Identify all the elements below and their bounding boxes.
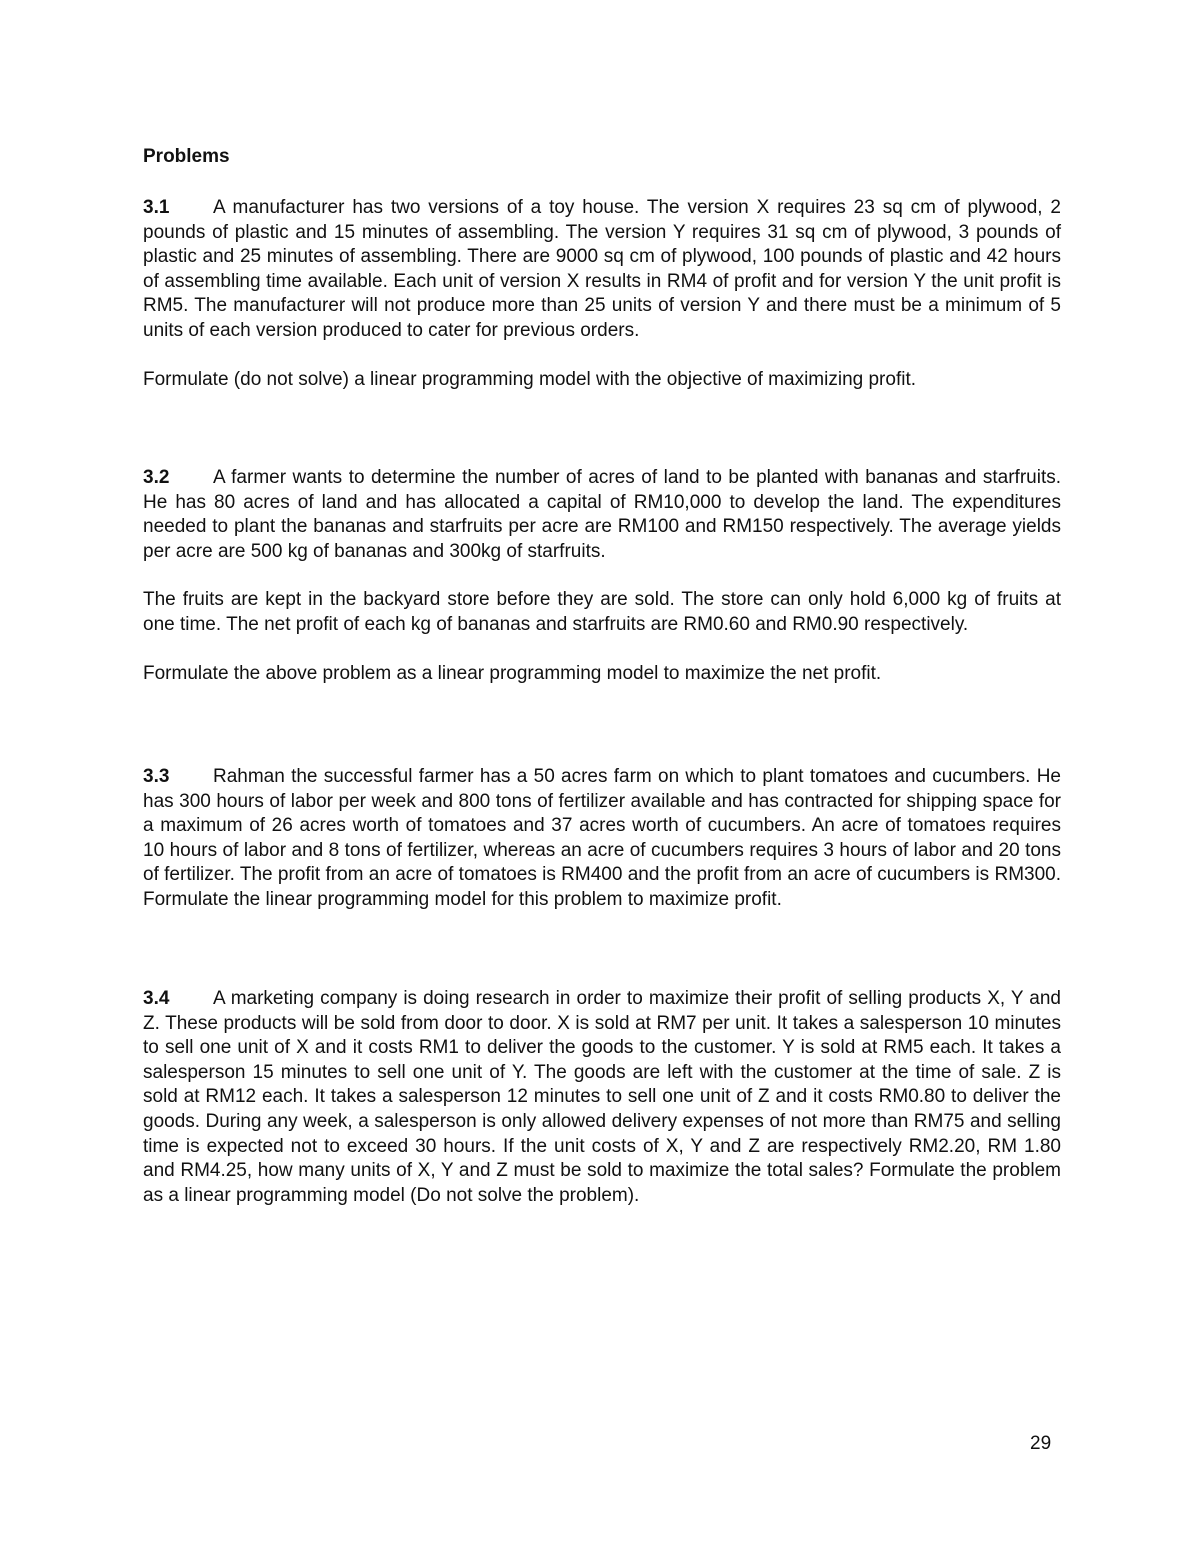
problem-text: A marketing company is doing research in order to maximize their profit of selling products X, Y and Z. These products will be sold from door to door. X is sold at RM7 per unit. It takes a salesperson 10 minutes to sell one unit of X and it costs RM1 to deliver the goods to the customer. Y is sold at RM5 each. It takes a salesperson 15 minutes to sell one unit of Y. The goods are left with the customer at the time of sale. Z is sold at RM12 each. It takes a salesperson 12 minutes to sell one unit of Z and it costs RM0.80 to deliver the goods. During any week, a salesperson is only allowed delivery expenses of not more than RM75 and selling time is expected not to exceed 30 hours. If the unit costs of X, Y and Z are respectively RM2.20, RM 1.80 and RM4.25, how many units of X, Y and Z must be sold to maximize the total sales? Formulate the problem as a linear programming model (Do not solve the problem). [143,988,1061,1206]
problem-text: A manufacturer has two versions of a toy house. The version X requires 23 sq cm of plywood, 2 pounds of plastic and 15 minutes of assembling. The version Y requires 31 sq cm of plywood, 3 pounds of plastic and 25 minutes of assembling. There are 9000 sq cm of plywood, 100 pounds of plastic and 42 hours of assembling time available. Each unit of version X results in RM4 of profit and for version Y the unit profit is RM5. The manufacturer will not produce more than 25 units of version Y and there must be a minimum of 5 units of each version produced to cater for previous orders. [143,197,1061,341]
problem-instruction: Formulate (do not solve) a linear programming model with the objective of maximizing profit. [143,368,916,390]
problem-3-2 [143,466,1061,686]
problem-number: 3.1 [143,197,170,218]
problem-number: 3.3 [143,766,170,787]
problem-3-1 [143,196,1061,392]
problem-3-4 [143,987,1061,1208]
problem-paragraph [143,196,1061,344]
problem-number: 3.4 [143,988,170,1009]
problem-instruction: Formulate the above problem as a linear programming model to maximize the net profit. [143,662,882,684]
problem-paragraph [143,987,1061,1208]
problem-paragraph [143,466,1061,564]
section-heading: Problems [143,146,230,167]
problem-paragraph: The fruits are kept in the backyard store before they are sold. The store can only hold 6,000 kg of fruits at one time. The net profit of each kg of bananas and starfruits are RM0.60 and RM0.90 respectively. [143,589,1061,635]
problem-text: A farmer wants to determine the number of acres of land to be planted with bananas and starfruits. He has 80 acres of land and has allocated a capital of RM10,000 to develop the land. The expenditures needed to plant the bananas and starfruits per acre are RM100 and RM150 respectively. The average yields per acre are 500 kg of bananas and 300kg of starfruits. [143,467,1061,562]
problem-3-3 [143,765,1061,913]
problem-text: Rahman the successful farmer has a 50 acres farm on which to plant tomatoes and cucumbers. He has 300 hours of labor per week and 800 tons of fertilizer available and has contracted for shipping space for a maximum of 26 acres worth of tomatoes and 37 acres worth of cucumbers. An acre of tomatoes requires 10 hours of labor and 8 tons of fertilizer, whereas an acre of cucumbers requires 3 hours of labor and 20 tons of fertilizer. The profit from an acre of tomatoes is RM400 and the profit from an acre of cucumbers is RM300. Formulate the linear programming model for this problem to maximize profit. [143,766,1061,910]
page-number: 29 [1030,1433,1052,1454]
problem-number: 3.2 [143,467,170,488]
problem-paragraph [143,765,1061,913]
